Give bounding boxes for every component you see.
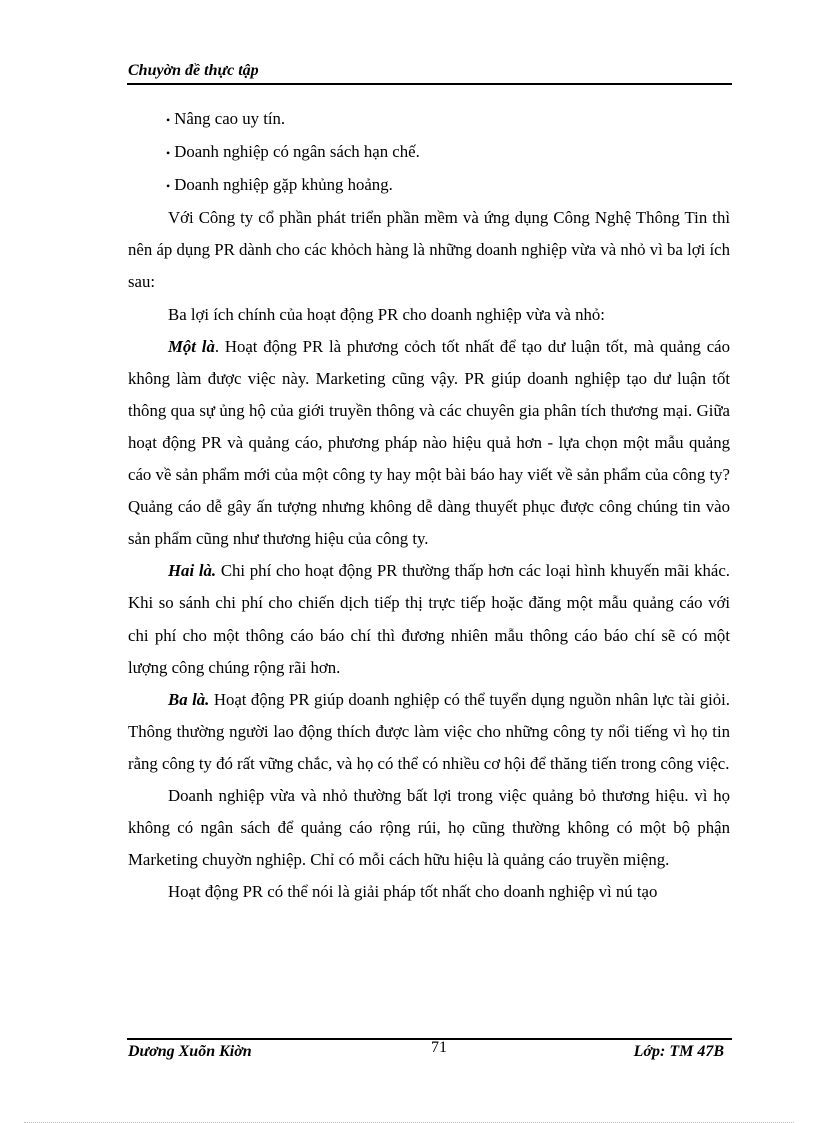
paragraph-text: Hoạt động PR có thể nói là giải pháp tốt nhất cho doanh nghiệp vì nú tạo [168, 882, 658, 902]
paragraph-text: . Hoạt động PR là phương cỏch tốt nhất để tạo dư luận tốt, mà quảng cáo không làm được việc này. Marketing cũng vậy. PR giúp doanh nghiệp tạo dư luận tốt thông qua sự ủng hộ của giới truyền thông và các chuyên gia phân tích thương mại. Giữa hoạt động PR và quảng cáo, phương pháp nào hiệu quả hơn - lựa chọn một mẫu quảng cáo về sản phẩm mới của một công ty hay một bài báo hay viết về sản phẩm của công ty? Quảng cáo dễ gây ấn tượng nhưng không dễ dàng thuyết phục được công chúng tin vào sản phẩm cũng như thương hiệu của công ty. [128, 336, 730, 549]
paragraph-text: Với Công ty cổ phần phát triển phần mềm và ứng dụng Công Nghệ Thông Tin thì nên áp dụng PR dành cho các khỏch hàng là những doanh nghiệp vừa và nhỏ vì ba lợi ích sau: [128, 208, 730, 292]
bullet-item: • Doanh nghiệp có ngân sách hạn chế. [128, 136, 730, 169]
paragraph-text: Chi phí cho hoạt động PR thường thấp hơn các loại hình khuyến mãi khác. Khi so sánh chi phí cho chiến dịch tiếp thị trực tiếp hoặc đăng một mẫu quảng cáo với chi phí cho một thông cáo báo chí thì đương nhiên mẫu thông cáo báo chí sẽ có một lượng công chúng rộng rãi hơn. [128, 561, 730, 677]
paragraph-text: Hoạt động PR giúp doanh nghiệp có thể tuyển dụng nguồn nhân lực tài giỏi. Thông thường người lao động thích được làm việc cho những công ty nổi tiếng vì họ tin rằng công ty đó rất vững chắc, và họ có thể có nhiều cơ hội để thăng tiến trong công việc. [128, 689, 730, 773]
paragraph [128, 555, 730, 683]
paragraph-lead: Ba là. [168, 689, 210, 709]
paragraph [128, 684, 730, 780]
paragraph [128, 202, 730, 298]
footer-class-label: Lớp: TM 47B [633, 1043, 724, 1060]
paragraph-lead: Một là [168, 336, 215, 356]
bullet-item: • Nâng cao uy tín. [128, 103, 730, 136]
paragraph [128, 299, 730, 331]
paragraph-text: Ba lợi ích chính của hoạt động PR cho doanh nghiệp vừa và nhỏ: [168, 304, 605, 324]
paragraph [128, 331, 730, 556]
footer-author: Dương Xuõn Kiờn [128, 1043, 252, 1060]
paragraph-lead: Hai là. [168, 561, 217, 581]
paragraph-text: Doanh nghiệp vừa và nhỏ thường bất lợi trong việc quảng bỏ thương hiệu. vì họ không có ngân sách để quảng cáo rộng rúi, họ cũng thường không có một bộ phận Marketing chuyờn nghiệp. Chỉ có mỗi cách hữu hiệu là quảng cáo truyền miệng. [128, 785, 730, 870]
paragraph [128, 876, 730, 908]
header-divider [127, 83, 732, 85]
bullet-item: • Doanh nghiệp gặp khủng hoảng. [128, 169, 730, 202]
page-number: 71 [431, 1039, 447, 1056]
paragraph [128, 780, 730, 876]
header-title: Chuyờn đề thực tập [128, 62, 259, 79]
document-body [128, 103, 730, 908]
